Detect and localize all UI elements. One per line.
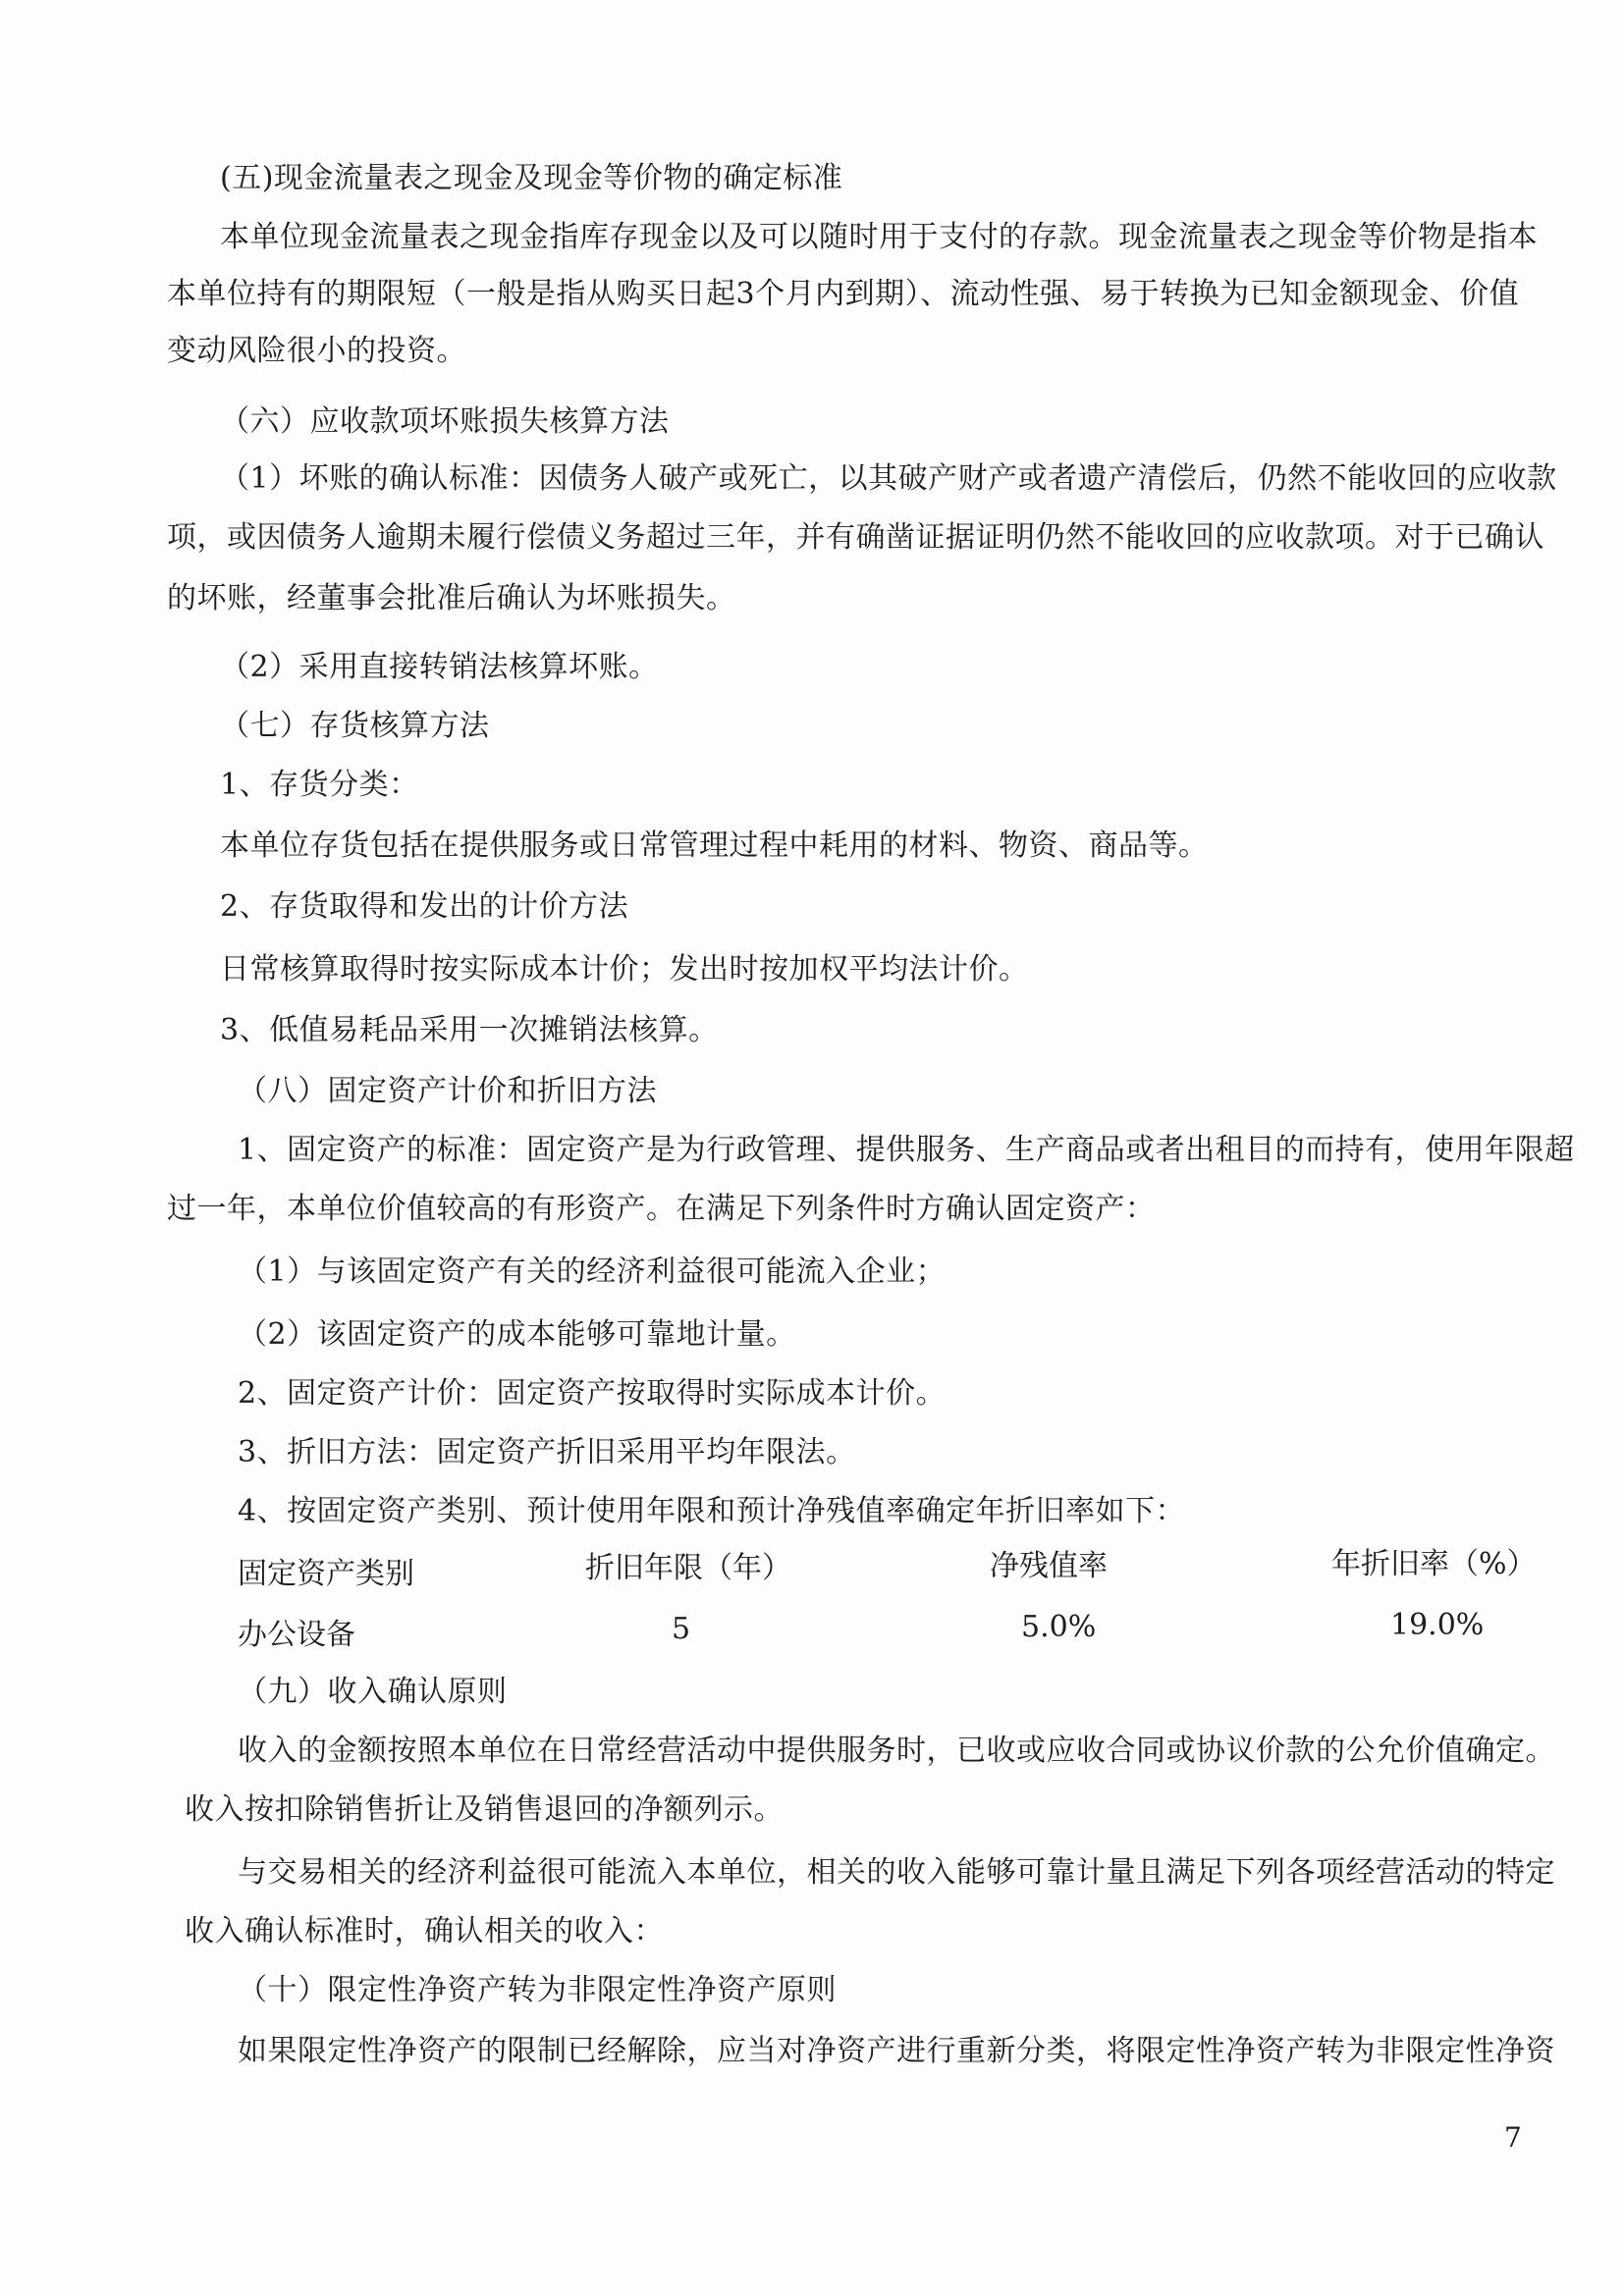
table-cell-category: 办公设备 xyxy=(238,1618,355,1652)
section-heading: （十）限定性净资产转为非限定性净资产原则 xyxy=(238,1973,837,2007)
paragraph-line: 如果限定性净资产的限制已经解除，应当对净资产进行重新分类，将限定性净资产转为非限定性净资 xyxy=(238,2034,1555,2068)
paragraph-line: 3、低值易耗品采用一次摊销法核算。 xyxy=(220,1013,719,1047)
paragraph-line: 2、固定资产计价：固定资产按取得时实际成本计价。 xyxy=(238,1376,947,1411)
page-number: 7 xyxy=(1504,2121,1522,2154)
paragraph-line: 的坏账，经董事会批准后确认为坏账损失。 xyxy=(167,581,736,615)
paragraph-line: 项，或因债务人逾期未履行偿债义务超过三年，并有确凿证据证明仍然不能收回的应收款项。对于已确认 xyxy=(167,520,1544,555)
paragraph-line: （1）与该固定资产有关的经济利益很可能流入企业； xyxy=(238,1255,947,1289)
paragraph-line: 过一年，本单位价值较高的有形资产。在满足下列条件时方确认固定资产： xyxy=(167,1192,1156,1226)
paragraph-line: 变动风险很小的投资。 xyxy=(167,334,466,368)
section-heading: （六）应收款项坏账损失核算方法 xyxy=(220,404,670,439)
paragraph-line: 与交易相关的经济利益很可能流入本单位，相关的收入能够可靠计量且满足下列各项经营活动的特定 xyxy=(238,1855,1555,1890)
table-cell-residual-rate: 5.0% xyxy=(1021,1610,1097,1644)
table-header-annual-rate: 年折旧率（%） xyxy=(1331,1547,1537,1581)
paragraph-line: 日常核算取得时按实际成本计价；发出时按加权平均法计价。 xyxy=(220,952,1029,987)
paragraph-line: 收入按扣除销售折让及销售退回的净额列示。 xyxy=(185,1792,784,1827)
table-header-residual-rate: 净残值率 xyxy=(990,1549,1108,1583)
section-heading: （九）收入确认原则 xyxy=(238,1675,508,1709)
paragraph-line: 本单位持有的期限短（一般是指从购买日起3个月内到期）、流动性强、易于转换为已知金额现金、价值 xyxy=(167,277,1520,311)
paragraph-line: 本单位现金流量表之现金指库存现金以及可以随时用于支付的存款。现金流量表之现金等价物是指本 xyxy=(220,220,1538,254)
paragraph-line: （2）采用直接转销法核算坏账。 xyxy=(220,650,659,684)
paragraph-line: （2）该固定资产的成本能够可靠地计量。 xyxy=(238,1317,796,1352)
paragraph-line: 1、存货分类： xyxy=(220,768,419,802)
paragraph-line: 收入确认标准时，确认相关的收入： xyxy=(185,1914,664,1949)
section-heading: (五)现金流量表之现金及现金等价物的确定标准 xyxy=(220,161,843,195)
table-cell-years: 5 xyxy=(672,1612,691,1646)
table-header-category: 固定资产类别 xyxy=(238,1557,414,1591)
table-cell-annual-rate: 19.0% xyxy=(1390,1608,1485,1642)
section-heading: （七）存货核算方法 xyxy=(220,709,490,743)
paragraph-line: 4、按固定资产类别、预计使用年限和预计净残值率确定年折旧率如下： xyxy=(238,1494,1186,1528)
paragraph-line: 收入的金额按照本单位在日常经营活动中提供服务时，已收或应收合同或协议价款的公允价值确定。 xyxy=(238,1734,1555,1768)
paragraph-line: （1）坏账的确认标准：因债务人破产或死亡，以其破产财产或者遗产清偿后，仍然不能收回的应收款 xyxy=(220,461,1557,496)
table-header-years: 折旧年限（年） xyxy=(585,1551,791,1585)
paragraph-line: 2、存货取得和发出的计价方法 xyxy=(220,889,629,924)
paragraph-line: 3、折旧方法：固定资产折旧采用平均年限法。 xyxy=(238,1435,856,1469)
paragraph-line: 本单位存货包括在提供服务或日常管理过程中耗用的材料、物资、商品等。 xyxy=(220,828,1209,863)
paragraph-line: 1、固定资产的标准：固定资产是为行政管理、提供服务、生产商品或者出租目的而持有，使用年限超 xyxy=(238,1133,1575,1167)
section-heading: （八）固定资产计价和折旧方法 xyxy=(238,1074,657,1108)
